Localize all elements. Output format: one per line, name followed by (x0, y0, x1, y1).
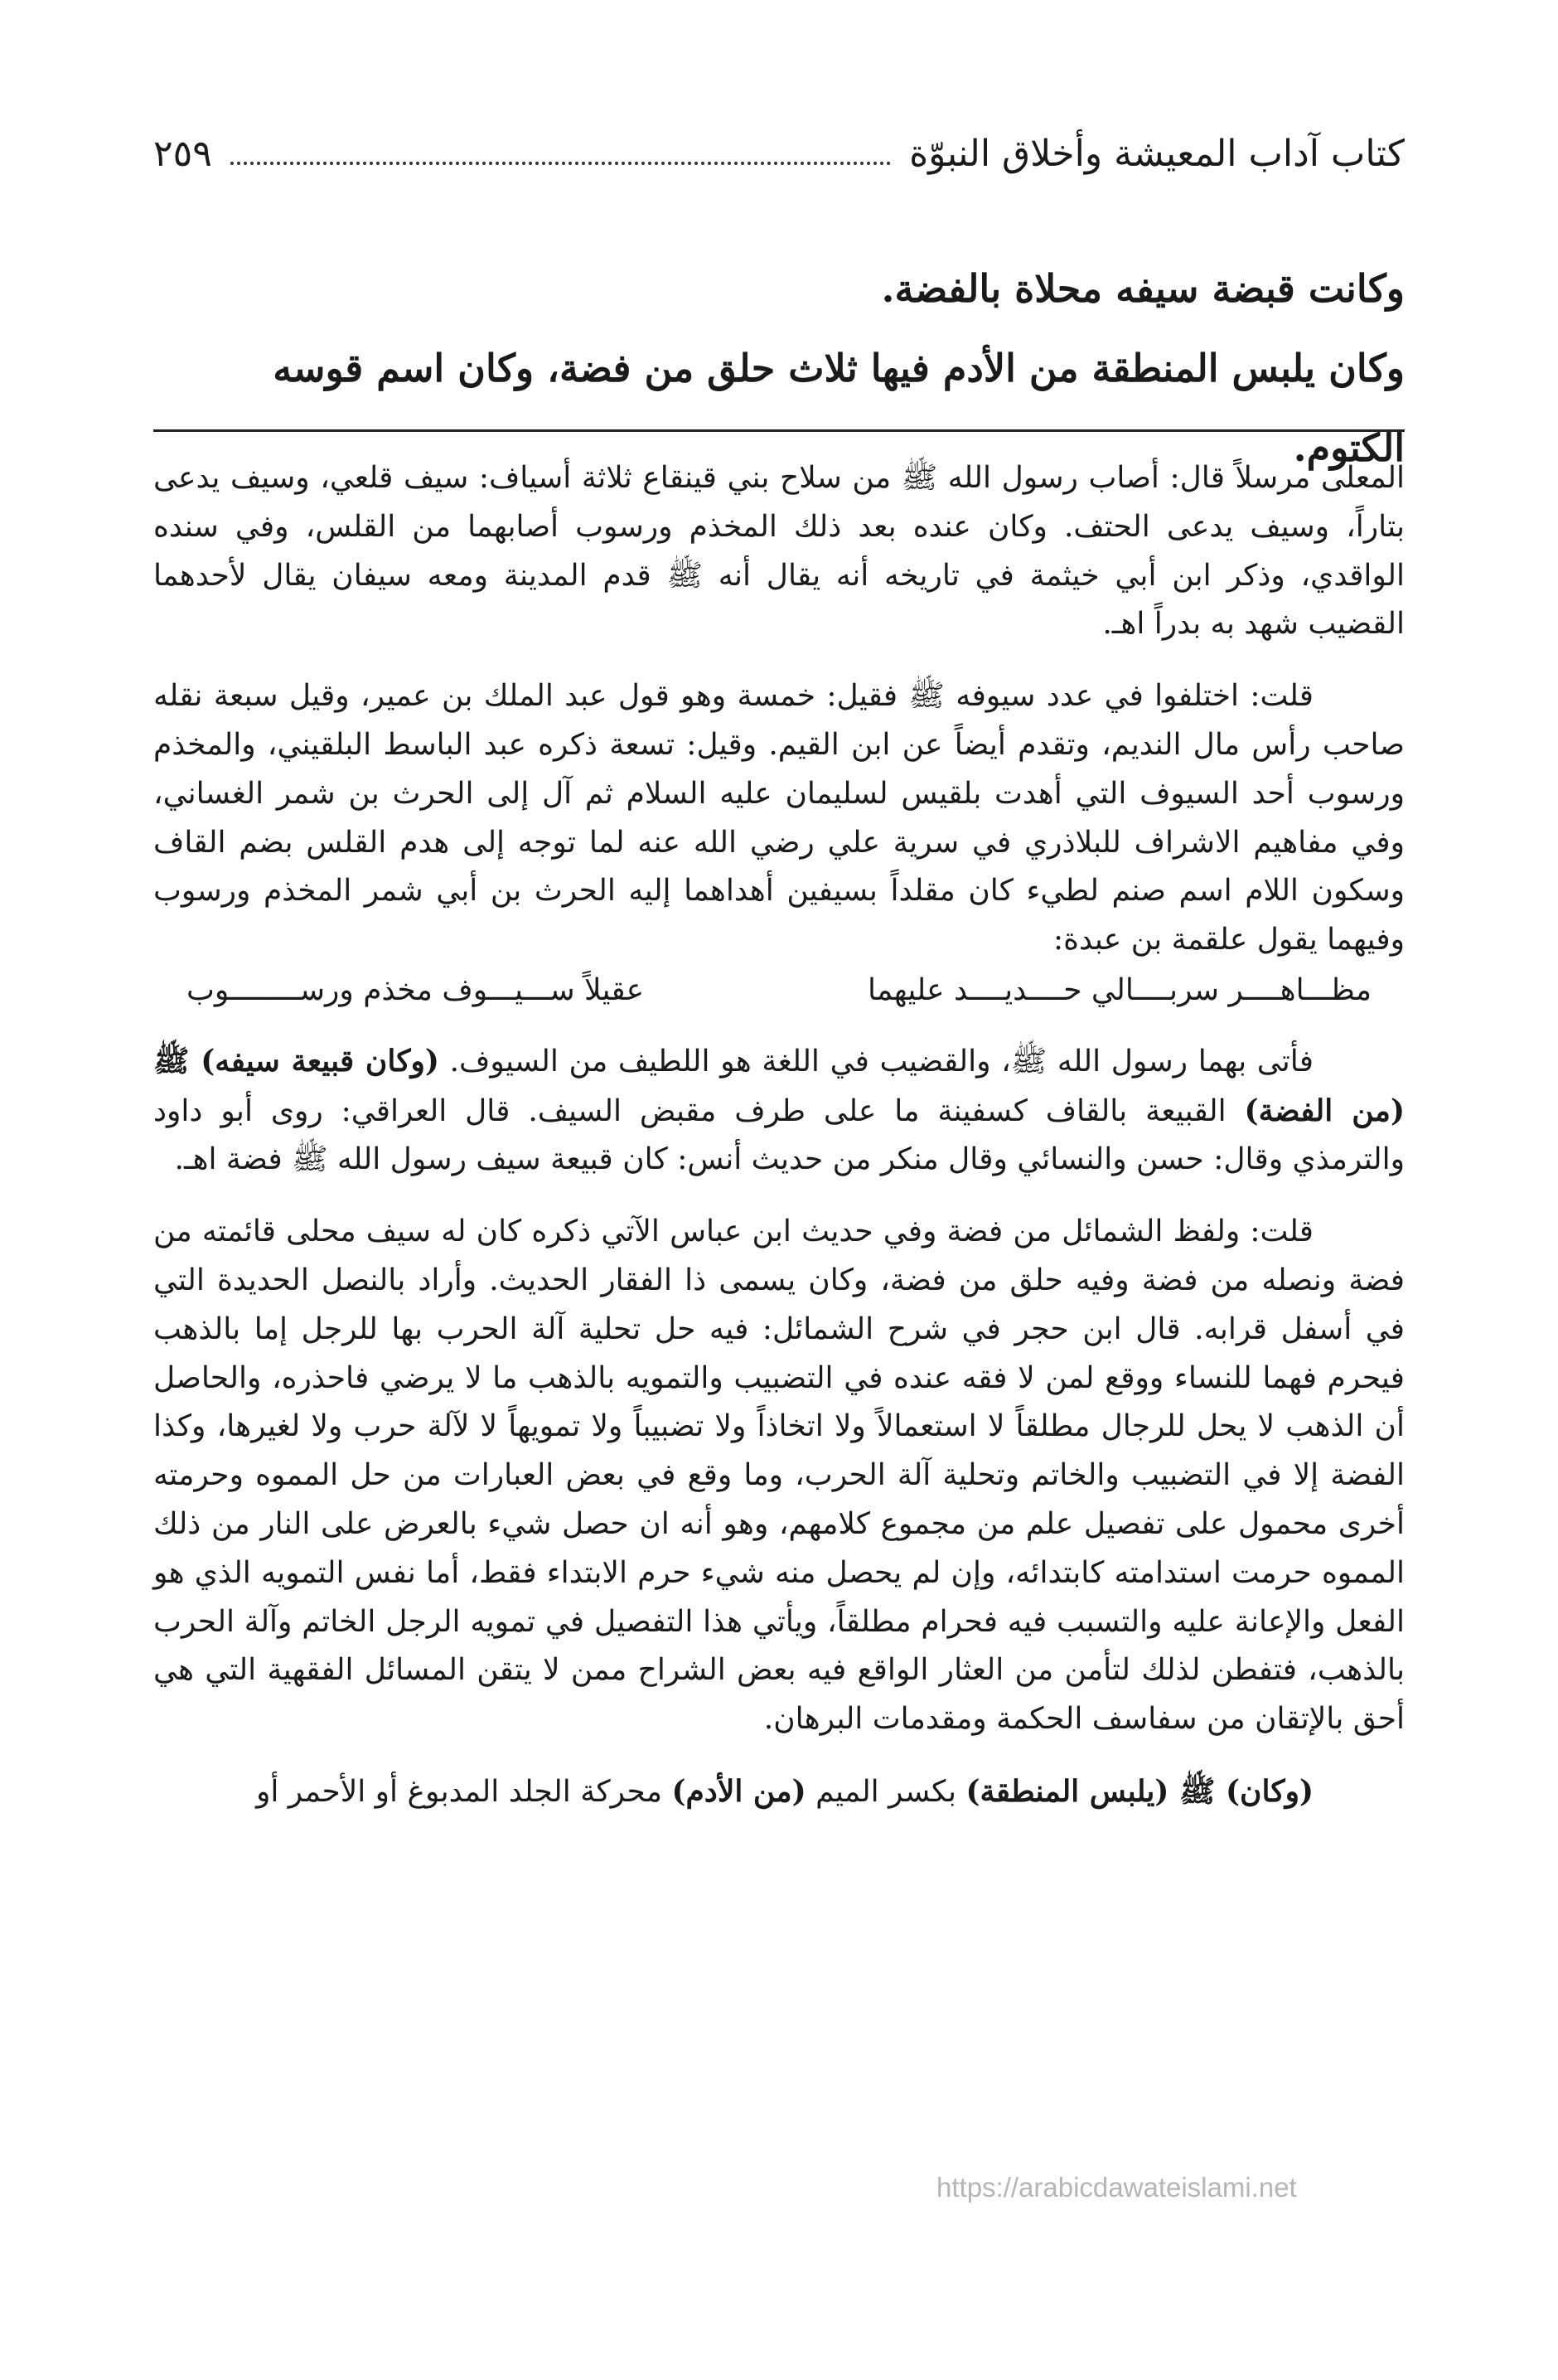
commentary-paragraph: قلت: اختلفوا في عدد سيوفه ﷺ فقيل: خمسة وهو قول عبد الملك بن عمير، وقيل سبعة نقله صاحب رأس مال النديم، وتقدم أيضاً عن ابن القيم. وقيل: تسعة ذكره عبد الباسط البلقيني، والمخذم ورسوب أحد السيوف التي أهدت بلقيس لسليمان عليه السلام ثم آل إلى الحرث بن شمر الغساني، وفي مفاهيم الاشراف للبلاذري في سرية علي رضي الله عنه لما توجه إلى هدم القلس بضم القاف وسكون اللام اسم صنم لطيء كان مقلداً بسيفين أهداهما إليه الحرث بن أبي شمر المخذم ورسوب وفيهما يقول علقمة بن عبدة: (153, 679, 1405, 957)
quoted-matn: (وكان) ﷺ (يلبس المنطقة) (965, 1773, 1314, 1809)
main-text (153, 249, 1405, 487)
verse (153, 967, 1405, 1015)
commentary (153, 454, 1405, 1840)
running-title: كتاب آداب المعيشة وأخلاق النبوّة (909, 132, 1405, 175)
commentary-paragraph: المعلى مرسلاً قال: أصاب رسول الله ﷺ من سلاح بني قينقاع ثلاثة أسياف: سيف قلعي، وسيف يدعى بتاراً، وسيف يدعى الحتف. وكان عنده بعد ذلك المخذم ورسوب أصابهما من القلس، وفي سنده الواقدي، وذكر ابن أبي خيثمة في تاريخه أنه يقال أنه ﷺ قدم المدينة ومعه سيفان يقال لأحدهما القضيب شهد به بدراً اهـ. (153, 461, 1405, 642)
separator-rule (153, 429, 1405, 432)
commentary-paragraph: (وكان) ﷺ (يلبس المنطقة) بكسر الميم (من الأدم) محركة الجلد المدبوغ أو الأحمر أو (255, 1773, 1314, 1809)
commentary-paragraph: فأتى بهما رسول الله ﷺ، والقضيب في اللغة هو اللطيف من السيوف. (وكان قبيعة سيفه) ﷺ (من الفضة) القبيعة بالقاف كسفينة ما على طرف مقبض السيف. قال العراقي: روى أبو داود والترمذي وقال: حسن والنسائي وقال منكر من حديث أنس: كان قبيعة سيف رسول الله ﷺ فضة اهـ. (153, 1043, 1405, 1177)
verse-second-hemistich: عقيلاً ســـيـــوف مخذم ورســــــــوب (186, 972, 645, 1007)
main-text-line: وكانت قبضة سيفه محلاة بالفضة. (881, 266, 1405, 311)
verse-first-hemistich: مظـــاهــــر سربــــالي حــــديــــد عليهما (867, 972, 1372, 1007)
page-header (153, 124, 1405, 182)
commentary-paragraph: قلت: ولفظ الشمائل من فضة وفي حديث ابن عباس الآتي ذكره كان له سيف محلى قائمته من فضة ونصله من فضة وفيه حلق من فضة، وكان يسمى ذا الفقار الحديث. وأراد بالنصل الحديدة التي في أسفل قرابه. قال ابن حجر في شرح الشمائل: فيه حل تحلية آلة الحرب بها للرجل إما بالذهب فيحرم فهما للنساء ووقع لمن لا فقه عنده في التضبيب والتمويه بالذهب ما لا يرضي فاحذره، والحاصل أن الذهب لا يحل للرجال مطلقاً لا استعمالاً ولا اتخاذاً ولا تضبيباً ولا تمويهاً لا لآلة حرب ولا لغيرها، وكذا الفضة إلا في التضبيب والخاتم وتحلية آلة الحرب، وما وقع في بعض العبارات من حل المموه وحرمته أخرى محمول على تفصيل علم من مجموع كلامهم، وهو أنه ان حصل شيء بالعرض على النار من ذلك المموه حرمت استدامته كابتدائه، وإن لم يحصل منه شيء حرم الابتداء فقط، أما نفس التمويه الذي هو الفعل والإعانة عليه والتسبب فيه فحرام مطلقاً، ويأتي هذا التفصيل في تمويه الرجل الخاتم وآلة الحرب بالذهب، فتفطن لذلك لتأمن من العثار الواقع فيه بعض الشراح ممن لا يتقن المسائل الفقهية التي هي أحق بالإتقان من سفاسف الحكمة ومقدمات البرهان. (153, 1214, 1405, 1737)
quoted-matn: (وكان قبيعة سيفه) ﷺ (من الفضة) (153, 1043, 1405, 1128)
watermark-url: https://arabicdawateislami.net (936, 2172, 1297, 2203)
page-number: ٢٥٩ (153, 132, 212, 175)
main-text-line: وكان يلبس المنطقة من الأدم فيها ثلاث حلق من فضة، وكان اسم قوسه الكتوم. (273, 346, 1405, 470)
dotted-leader (230, 162, 891, 165)
quoted-matn: (من الأدم) (671, 1773, 806, 1809)
